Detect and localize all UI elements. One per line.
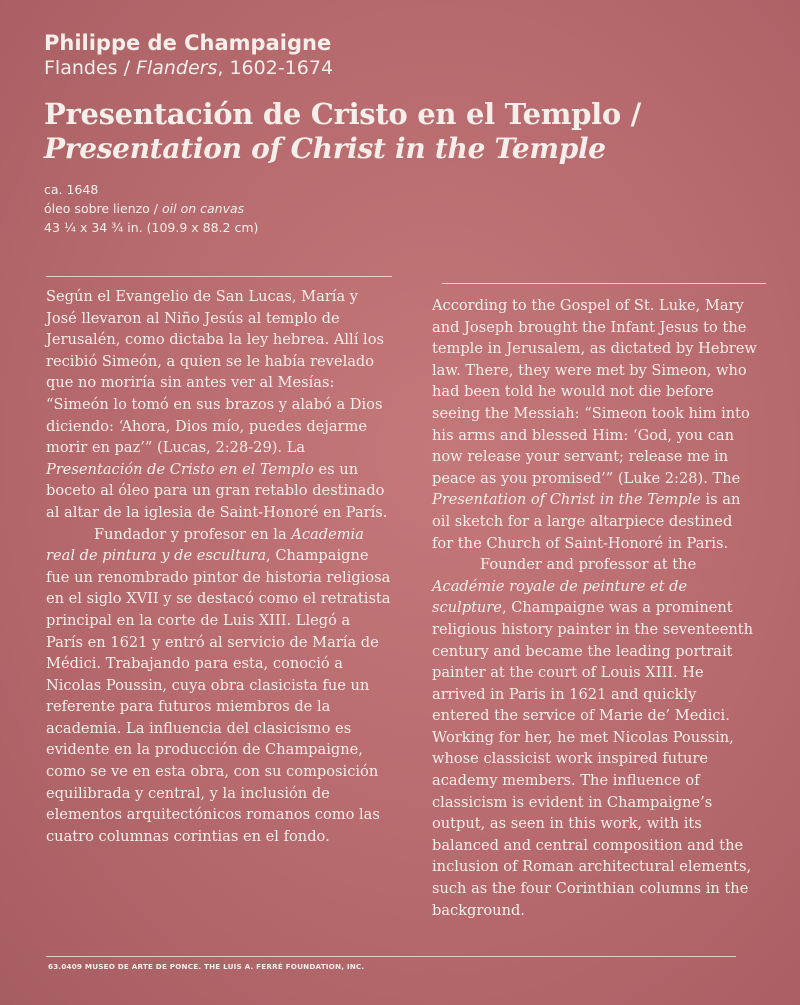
label-header	[44, 30, 764, 237]
artist-origin	[44, 56, 764, 80]
spanish-p2-italic-academy: Academia real de pintura y de escultura	[46, 525, 364, 565]
spanish-paragraph-2	[46, 524, 391, 848]
english-p1-italic-title: Presentation of Christ in the Temple	[432, 491, 701, 509]
artwork-metadata	[44, 180, 764, 237]
spanish-p1-text-b: es un boceto al óleo para un gran retablo destinado al altar de la iglesia de Saint-Honoré en París.	[46, 460, 388, 521]
english-text-column	[432, 295, 757, 921]
english-paragraph-1	[432, 295, 757, 554]
medium-en: oil on canvas	[162, 201, 245, 216]
artwork-date: ca. 1648	[44, 182, 99, 197]
spanish-text-column	[46, 286, 391, 847]
medium-separator: /	[149, 201, 162, 216]
spanish-paragraph-1	[46, 286, 391, 524]
english-p1-text-a: According to the Gospel of St. Luke, Mary and Joseph brought the Infant Jesus to the temple in Jerusalem, as dictated by Hebrew law. There, they were met by Simeon, who had been told he would not die before seeing the Messiah: “Simeon took him into his arms and blessed Him: ‘God, you can now release your servant; release me in peace as you promised’” (Luke 2:28). The	[432, 297, 757, 487]
english-paragraph-2	[432, 554, 757, 921]
divider-left	[46, 276, 392, 277]
divider-bottom	[46, 956, 736, 957]
spanish-p2-text-a: Fundador y profesor en la	[94, 525, 292, 543]
credit-line: 63.0409 MUSEO DE ARTE DE PONCE. THE LUIS A. FERRÉ FOUNDATION, INC.	[48, 962, 365, 971]
artwork-medium	[44, 199, 764, 218]
origin-en: Flanders	[136, 57, 218, 79]
artist-dates: , 1602-1674	[217, 57, 334, 79]
artwork-title-en: Presentation of Christ in the Temple	[44, 132, 606, 165]
spanish-p2-text-b: , Champaigne fue un renombrado pintor de historia religiosa en el siglo XVII y se destacó como el retratista principal en la corte de Luis XIII. Llegó a París en 1621 y entró al servicio de María de Médici. Trabajando para esta, conoció a Nicolas Poussin, cuya obra clasicista fue un referente para futuros miembros de la academia. La influencia del clasicismo es evidente en la producción de Champaigne, como se ve en esta obra, con su composición equilibrada y central, y la inclusión de elementos arquitectónicos romanos como las cuatro columnas corintias en el fondo.	[46, 547, 391, 845]
english-p2-italic-academy: Académie royale de peinture et de sculpture	[432, 577, 688, 617]
spanish-p1-italic-title: Presentación de Cristo en el Templo	[46, 460, 314, 478]
artwork-dimensions: 43 ¼ x 34 ¾ in. (109.9 x 88.2 cm)	[44, 220, 259, 235]
english-p1-text-b: is an oil sketch for a large altarpiece destined for the Church of Saint-Honoré in Paris.	[432, 491, 741, 552]
english-p2-text-b: , Champaigne was a prominent religious history painter in the seventeenth century and became the leading portrait painter at the court of Louis XIII. He arrived in Paris in 1621 and quickly entered the service of Marie de’ Medici. Working for her, he met Nicolas Poussin, whose classicist work inspired future academy members. The influence of classicism is evident in Champaigne’s output, as seen in this work, with its balanced and central composition and the inclusion of Roman architectural elements, such as the four Corinthian columns in the background.	[432, 599, 754, 919]
divider-right	[442, 283, 766, 284]
artist-name: Philippe de Champaigne	[44, 31, 332, 55]
medium-es: óleo sobre lienzo	[44, 201, 150, 216]
english-p2-text-a: Founder and professor at the	[480, 556, 697, 574]
artwork-title-es: Presentación de Cristo en el Templo /	[44, 97, 641, 131]
origin-separator: /	[117, 57, 137, 79]
spanish-p1-text-a: Según el Evangelio de San Lucas, María y José llevaron al Niño Jesús al templo de Jerusalén, como dictaba la ley hebrea. Allí los recibió Simeón, a quien se le había revelado que no moriría sin antes ver al Mesías: “Simeón lo tomó en sus brazos y alabó a Dios diciendo: ‘Ahora, Dios mío, puedes dejarme morir en paz’” (Lucas, 2:28-29). La	[46, 288, 384, 457]
origin-es: Flandes	[44, 57, 118, 79]
